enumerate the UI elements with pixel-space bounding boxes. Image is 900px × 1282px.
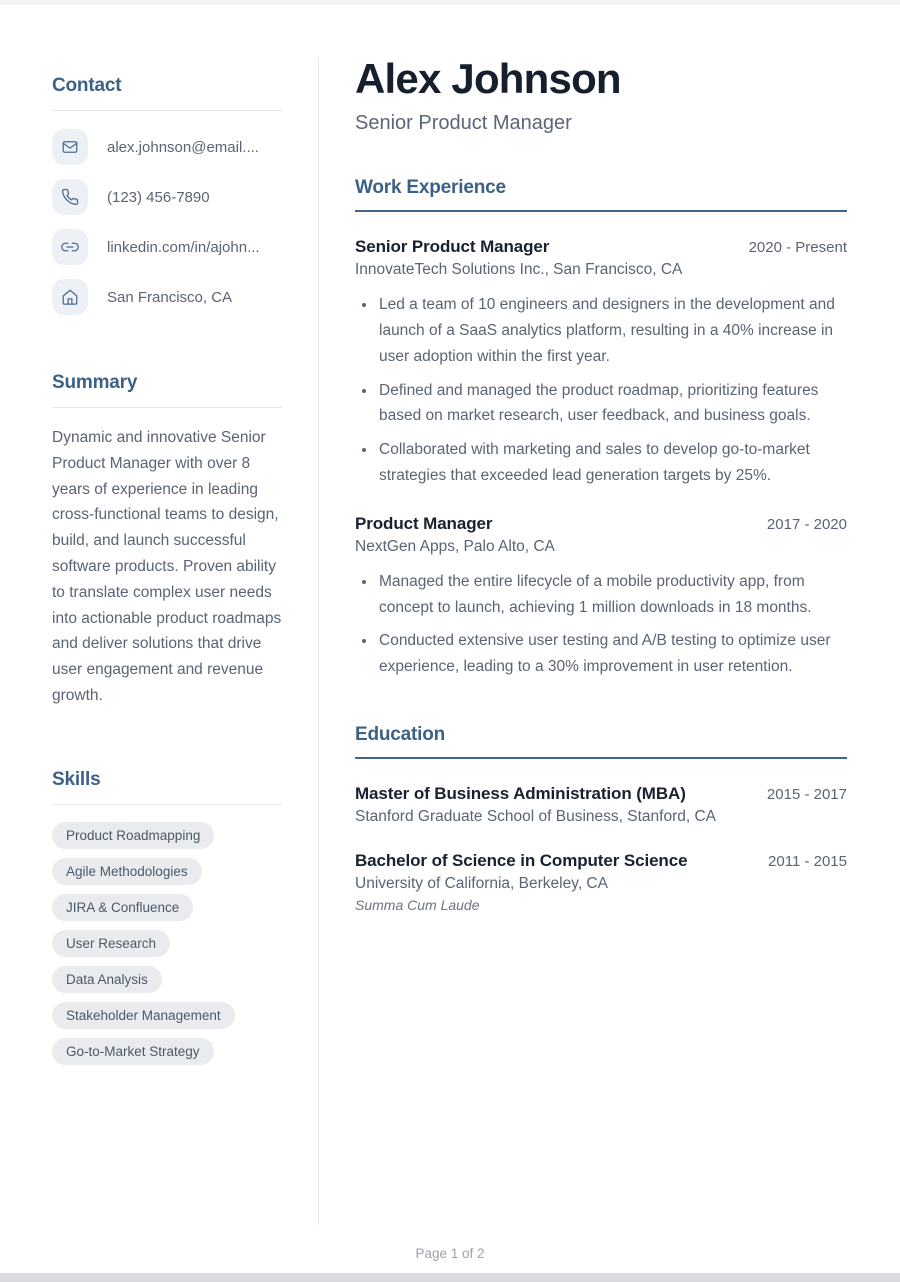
contact-list [52, 129, 282, 315]
education-entry [355, 851, 847, 913]
work-entry-dates: 2020 - Present [748, 239, 847, 257]
contact-item-email[interactable] [52, 129, 282, 165]
work-entry-bullets [355, 569, 847, 680]
mail-icon [52, 129, 88, 165]
page-indicator: Page 1 of 2 [415, 1246, 485, 1261]
link-icon [52, 229, 88, 265]
work-bullet: • Conducted extensive user testing and A/B testing to optimize user experience, leading to a 30% improvement in user retention. [377, 628, 847, 680]
skill-pill: User Research [52, 930, 170, 957]
work-entry [355, 514, 847, 680]
work-experience-heading: Work Experience [355, 177, 847, 212]
education-honors-note: Summa Cum Laude [355, 897, 480, 914]
education-school: University of California, Berkeley, CA [355, 875, 608, 893]
skill-pill: Data Analysis [52, 966, 162, 993]
education-entry-head [355, 851, 847, 871]
phone-icon [52, 179, 88, 215]
contact-item-linkedin[interactable] [52, 229, 282, 265]
page-bottom-edge [0, 1273, 900, 1282]
work-entry-bullets [355, 292, 847, 489]
skill-list [52, 822, 282, 1065]
contact-divider [52, 110, 282, 111]
contact-section-title: Contact [52, 75, 122, 96]
work-bullet: • Managed the entire lifecycle of a mobile productivity app, from concept to launch, achieving 1 million downloads in 18 months. [377, 569, 847, 621]
contact-email-text: alex.johnson@email.... [107, 138, 259, 156]
skill-pill: Stakeholder Management [52, 1002, 235, 1029]
education-entry [355, 784, 847, 826]
skill-pill: Product Roadmapping [52, 822, 214, 849]
contact-item-phone [52, 179, 282, 215]
contact-phone-text: (123) 456-7890 [107, 188, 210, 206]
summary-divider [52, 407, 282, 408]
candidate-job-title: Senior Product Manager [355, 112, 572, 135]
work-entry-org: NextGen Apps, Palo Alto, CA [355, 537, 555, 555]
candidate-name: Alex Johnson [355, 55, 621, 102]
contact-item-location [52, 279, 282, 315]
work-bullet: • Defined and managed the product roadmap, prioritizing features based on market research, user feedback, and business goals. [377, 378, 847, 430]
skill-pill: Agile Methodologies [52, 858, 202, 885]
education-degree: Bachelor of Science in Computer Science [355, 851, 688, 871]
work-entry-head [355, 514, 847, 534]
contact-linkedin-text: linkedin.com/in/ajohn... [107, 238, 260, 256]
education-school: Stanford Graduate School of Business, Stanford, CA [355, 808, 717, 826]
sidebar [52, 0, 282, 1065]
work-entry-head [355, 237, 847, 257]
education-degree: Master of Business Administration (MBA) [355, 784, 686, 804]
skills-section-title: Skills [52, 768, 101, 790]
resume-main [355, 0, 847, 913]
summary-text: Dynamic and innovative Senior Product Manager with over 8 years of experience in leading cross-functional teams to design, build, and launch successful software products. Proven ability to translate complex user needs into actionable product roadmaps and deliver solutions that drive user engagement and revenue growth. [52, 429, 282, 704]
work-bullet: • Collaborated with marketing and sales to develop go-to-market strategies that exceeded lead generation targets by 25%. [377, 437, 847, 489]
work-entry-org: InnovateTech Solutions Inc., San Francisco, CA [355, 261, 683, 279]
education-entry-head [355, 784, 847, 804]
work-entry-role: Product Manager [355, 513, 493, 533]
education-dates: 2015 - 2017 [766, 786, 847, 804]
education-heading: Education [355, 724, 847, 759]
skill-pill: JIRA & Confluence [52, 894, 193, 921]
work-entry-role: Senior Product Manager [355, 237, 550, 257]
education-dates: 2011 - 2015 [768, 853, 847, 871]
summary-section-title: Summary [52, 372, 138, 393]
work-entry [355, 237, 847, 489]
work-entry-dates: 2017 - 2020 [766, 515, 847, 533]
work-bullet: • Led a team of 10 engineers and designers in the development and launch of a SaaS analytics platform, resulting in a 40% increase in user adoption within the first year. [377, 292, 847, 369]
skills-divider [52, 804, 282, 805]
contact-location-text: San Francisco, CA [107, 288, 233, 306]
skill-pill: Go-to-Market Strategy [52, 1038, 214, 1065]
home-icon [52, 279, 88, 315]
column-divider [318, 57, 319, 1225]
